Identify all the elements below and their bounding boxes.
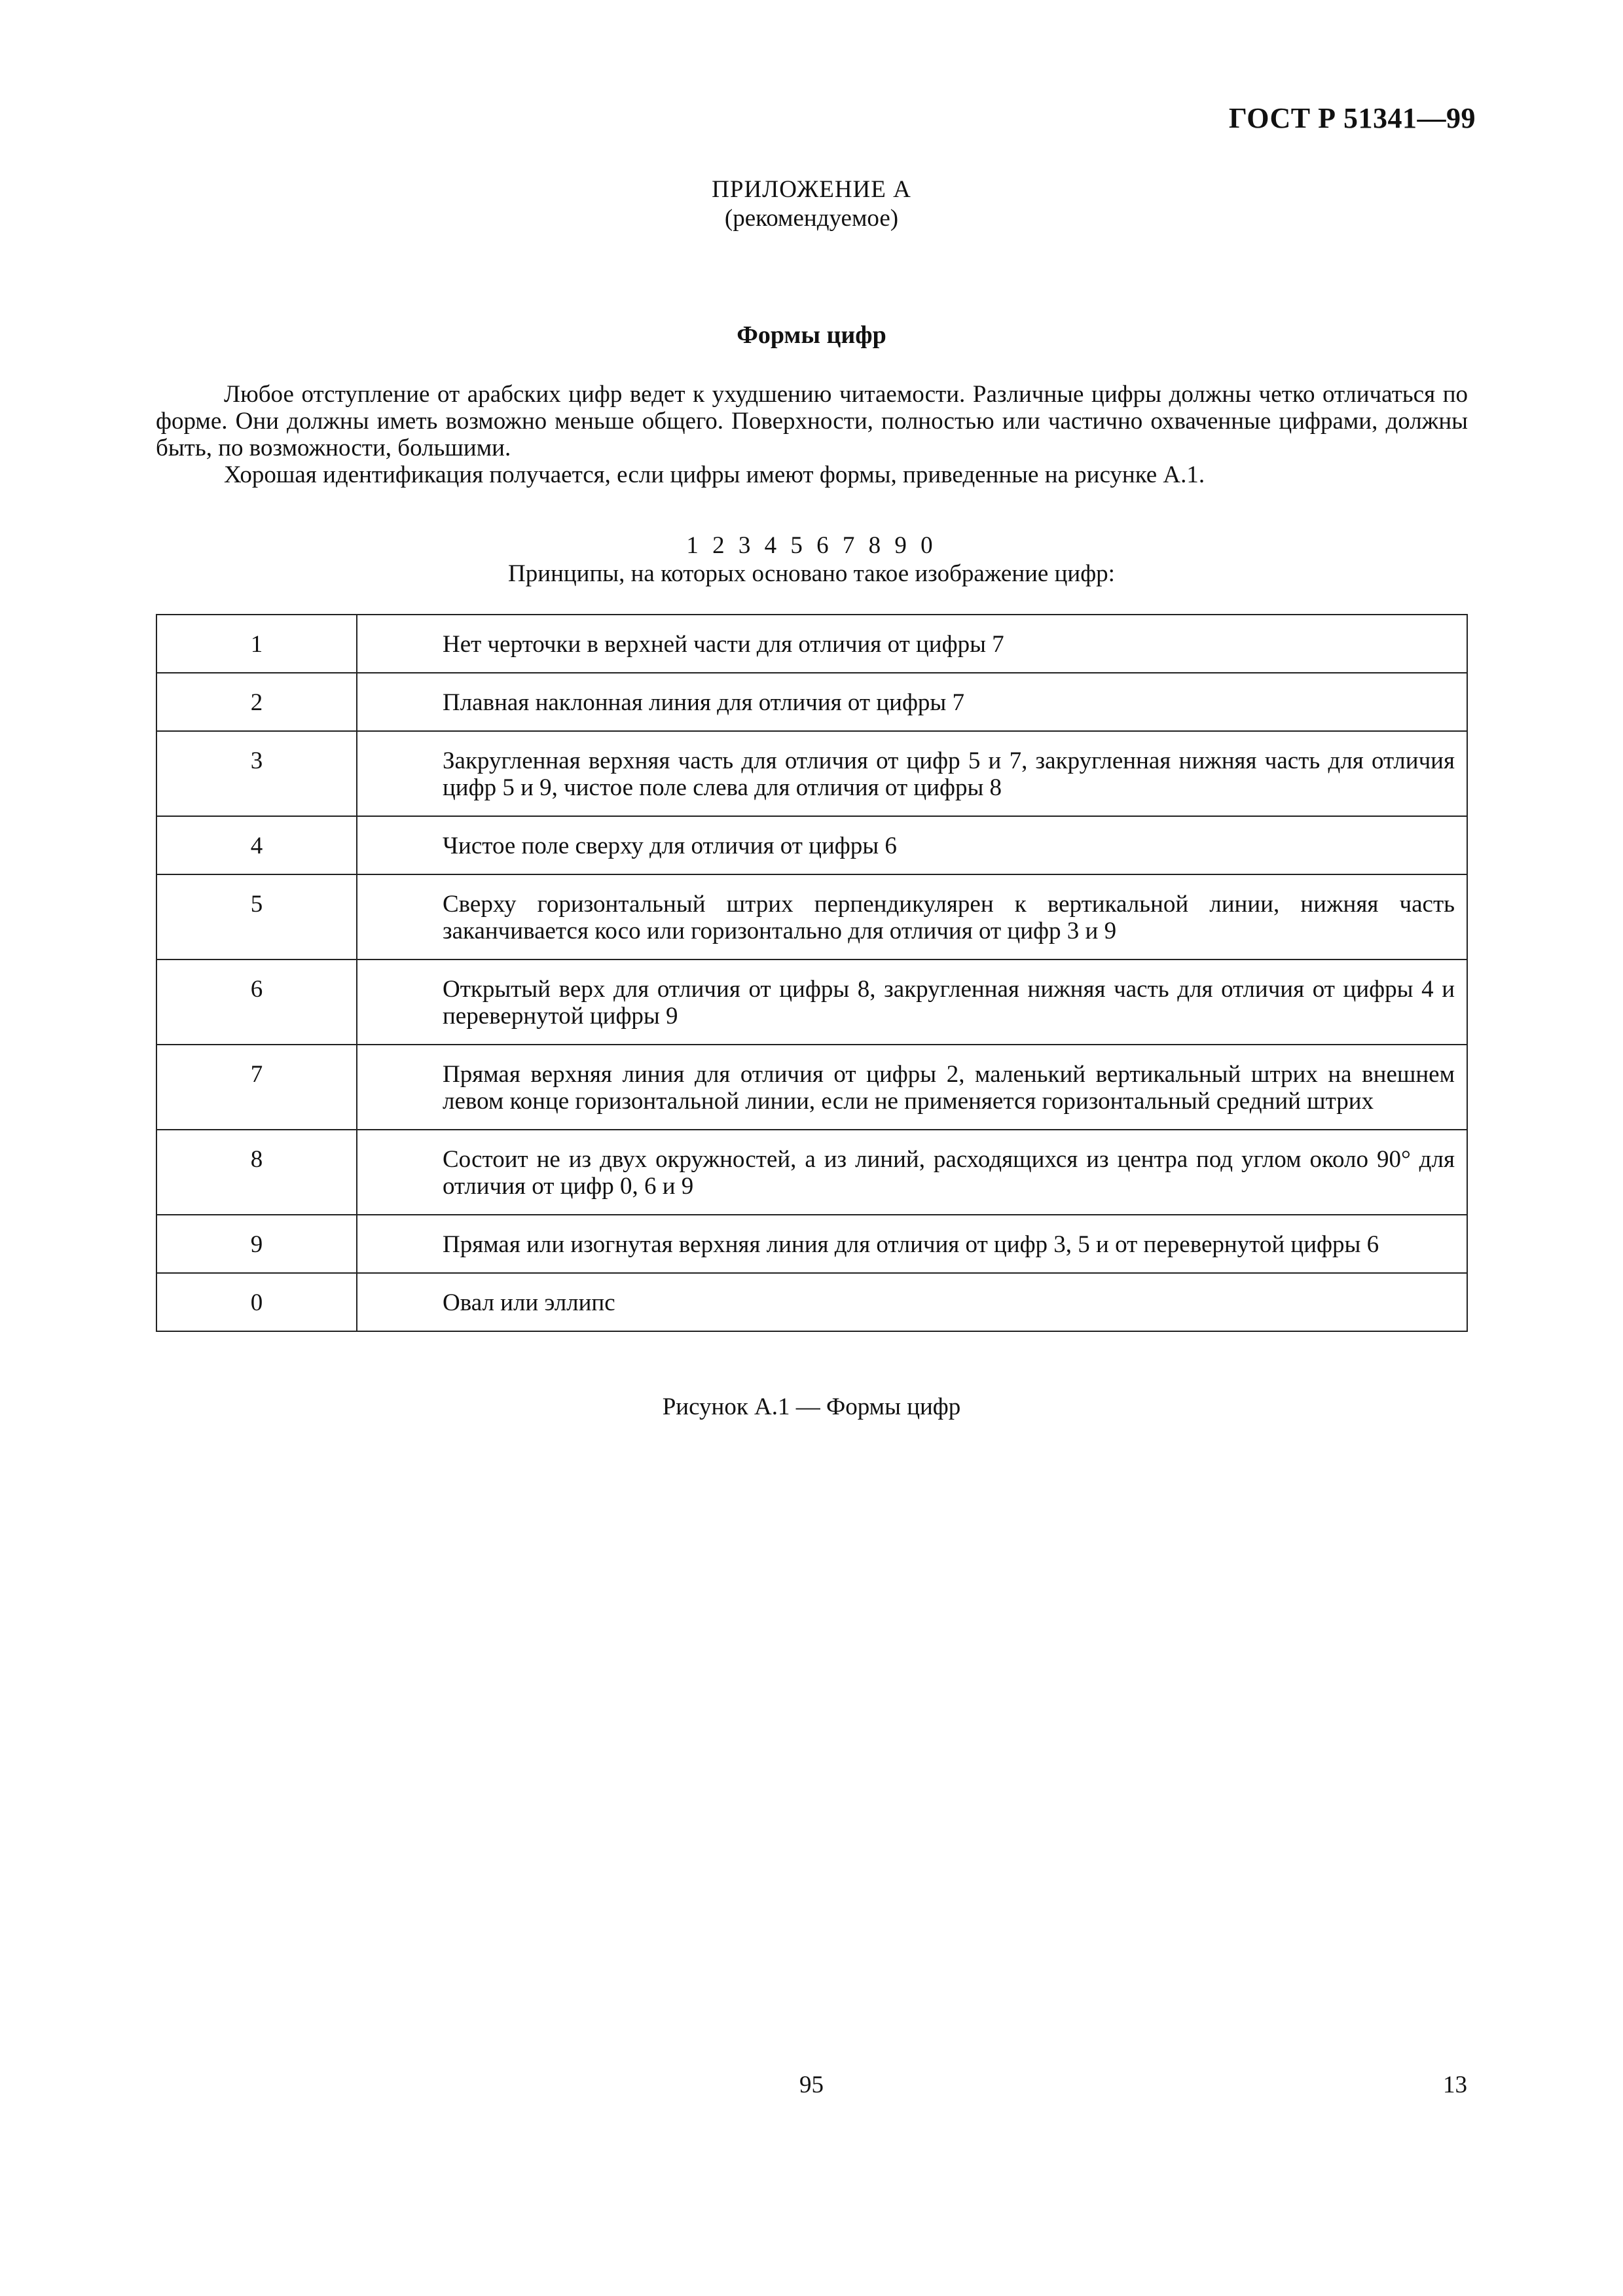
description-cell: Нет черточки в верхней части для отличия от цифры 7 [357, 615, 1467, 673]
paragraph: Хорошая идентификация получается, если цифры имеют формы, приведенные на рисунке А.1. [224, 461, 1205, 488]
table-row [156, 1273, 1467, 1331]
paragraph: Любое отступление от арабских цифр ведет к ухудшению читаемости. Различные цифры должны четко отличаться по форме. Они должны иметь возможно меньше общего. Поверхности, полностью или частично охваченные цифрами, должны быть, по возможности, большими. [156, 381, 1468, 461]
digit-cell: 9 [156, 1215, 357, 1273]
digit-cell: 1 [156, 615, 357, 673]
table-row [156, 816, 1467, 874]
digit-shapes-table [156, 614, 1468, 1332]
table-row [156, 1130, 1467, 1215]
description-cell: Состоит не из двух окружностей, а из линий, расходящихся из центра под углом около 90° для отличия от цифр 0, 6 и 9 [357, 1130, 1467, 1215]
table-row [156, 874, 1467, 960]
figure-caption: Рисунок А.1 — Формы цифр [662, 1393, 961, 1420]
digits-sample: 1 2 3 4 5 6 7 8 9 0 [686, 532, 937, 559]
digit-cell: 0 [156, 1273, 357, 1331]
description-cell: Сверху горизонтальный штрих перпендикулярен к вертикальной линии, нижняя часть заканчивается косо или горизонтально для отличия от цифр 3 и 9 [357, 874, 1467, 960]
table-row [156, 960, 1467, 1045]
description-cell: Закругленная верхняя часть для отличия от цифр 5 и 7, закругленная нижняя часть для отличия цифр 5 и 9, чистое поле слева для отличия от цифры 8 [357, 731, 1467, 816]
description-cell: Прямая верхняя линия для отличия от цифры 2, маленький вертикальный штрих на внешнем левом конце горизонтальной линии, если не применяется горизонтальный средний штрих [357, 1045, 1467, 1130]
body-text [156, 381, 1468, 488]
table-row [156, 731, 1467, 816]
description-cell: Прямая или изогнутая верхняя линия для отличия от цифр 3, 5 и от перевернутой цифры 6 [357, 1215, 1467, 1273]
page-number-center: 95 [799, 2072, 824, 2098]
table-row [156, 1215, 1467, 1273]
description-cell: Открытый верх для отличия от цифры 8, закругленная нижняя часть для отличия от цифры 4 и перевернутой цифры 9 [357, 960, 1467, 1045]
description-cell: Плавная наклонная линия для отличия от цифры 7 [357, 673, 1467, 731]
table-row [156, 673, 1467, 731]
description-cell: Чистое поле сверху для отличия от цифры 6 [357, 816, 1467, 874]
principles-intro: Принципы, на которых основано такое изображение цифр: [508, 560, 1115, 587]
digit-cell: 3 [156, 731, 357, 816]
page-number-right: 13 [1443, 2072, 1467, 2098]
description-cell: Овал или эллипс [357, 1273, 1467, 1331]
digit-cell: 2 [156, 673, 357, 731]
annex-subtitle: (рекомендуемое) [724, 205, 899, 232]
digit-cell: 6 [156, 960, 357, 1045]
document-code: ГОСТ Р 51341—99 [1228, 102, 1476, 134]
digit-cell: 4 [156, 816, 357, 874]
table-row [156, 1045, 1467, 1130]
digit-cell: 5 [156, 874, 357, 960]
digit-cell: 7 [156, 1045, 357, 1130]
digit-cell: 8 [156, 1130, 357, 1215]
annex-title: ПРИЛОЖЕНИЕ А [712, 176, 911, 203]
table-row [156, 615, 1467, 673]
section-heading: Формы цифр [737, 321, 886, 349]
